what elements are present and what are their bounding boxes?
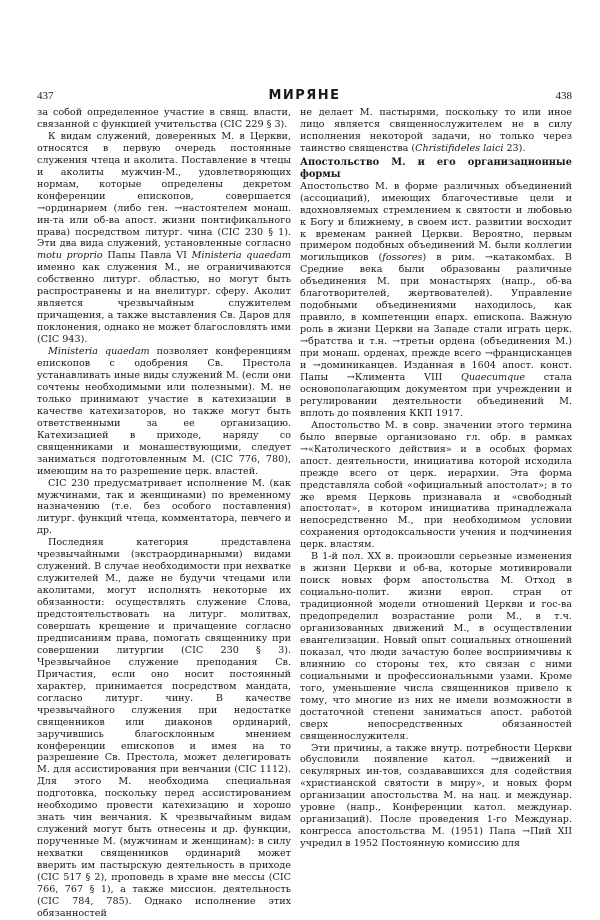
text-run: стала основополагающим документом при учреждении и регулировании деятельности объединений М. вплоть до появления ККП 1917. — [300, 371, 572, 419]
paragraph — [37, 346, 291, 477]
running-title: МИРЯНЕ — [268, 88, 341, 103]
page-number-right: 438 — [555, 90, 572, 102]
paragraph — [37, 131, 291, 346]
italic-text: motu proprio — [37, 250, 103, 262]
paragraph — [300, 420, 572, 551]
section-heading: Апостольство М. и его организационные формы — [300, 156, 572, 180]
paragraph — [300, 181, 572, 420]
italic-text: fossores — [382, 252, 423, 264]
paragraph — [300, 551, 572, 742]
text-run: К видам служений, доверенных М. в Церкви, относятся в первую очередь постоянные служения чтеца и аколита. Поставление в чтецы и аколиты мужчин-М., удовлетворяющих нормам, которые определены декретом конференции епископов, совершается →ординарием (либо ген. →настоятелем монаш. ин-та или об-ва апост. жизни понтификального права) посредством литург. чина (CIC 230 § 1). Эти два вида служений, установленные согласно — [37, 130, 291, 250]
paragraph — [37, 107, 291, 131]
paragraph — [37, 537, 291, 920]
text-run: Апостольство М. в форме различных объединений (ассоциаций), имеющих благочестивые цели и вдохновляемых стремлением к святости и любовью к Богу и ближнему, в своем ист. развитии восходит к временам ранней Церкви. Вероятно, первым примером подобных объединений М. были коллегии могильщиков ( — [300, 180, 572, 264]
paragraph — [300, 743, 572, 851]
page-header — [37, 88, 572, 104]
italic-text: Quaecumque — [461, 371, 526, 383]
text-run: ) в рим. →катакомбах. В Средние века были образованы различные объединения М. при монастырях (напр., об-ва благотворителей, жертвователей). Управление подобными объединениями находилось, как правило, в компетенции епарх. епископа. Важную роль в жизни Церкви на Западе стали играть церк. →братства и т.н. →третьи ордена (объединения М.) при монаш. орденах, прежде всего →францисканцев и →доминиканцев. Изданная в 1604 апост. конст. Папы →Климента VIII — [300, 252, 572, 383]
text-run: позволяет конференциям епископов с одобрения Св. Престола устанавливать иные виды служений М. (если они сочтены необходимыми или полезными). М. не только принимают участие в катехизации в качестве катехизаторов, но также могут быть ответственными за ее организацию. Катехизацией в приходе, наряду со священниками и монашествующими, следует заниматься подготовленным М. (CIC 776, 780), имеющим на то разрешение церк. властей. — [37, 346, 291, 477]
text-run: за собой определенное участие в свящ. власти, связанной с функцией учительства (CIC 229 § 3). — [37, 107, 291, 130]
text-run: Эти причины, а также внутр. потребности Церкви обусловили появление катол. →движений и секулярных ин-тов, создававшихся для содействия «христианской святости в миру», и новых форм организации апостольства М. на нац. и междунар. уровне (напр., Конференции катол. междунар. организаций). После проведения 1-го Междунар. конгресса апостольства М. (1951) Папа →Пий XII учредил в 1952 Постоянную комиссию для — [300, 742, 572, 850]
text-run: именно как служения М., не ограничиваются собственно литург. областью, но могут быть распространены и на внелитург. сферу. Аколит является чрезвычайным служителем причащения, а также выставления Св. Даров для поклонения, однако не может благословлять ими (CIC 943). — [37, 262, 291, 346]
text-run: Папы Павла VI — [102, 250, 192, 262]
left-column — [37, 107, 291, 920]
paragraph — [37, 478, 291, 538]
italic-text: Ministeria quaedam — [191, 250, 291, 262]
italic-text: Christifideles laici — [415, 142, 504, 154]
right-column — [300, 107, 572, 850]
text-run: не делает М. пастырями, поскольку то или иное лицо является священнослужителем не в силу исполнения некоторой задачи, но только через таинство священства ( — [300, 107, 572, 154]
text-run: Апостольство М. в совр. значении этого термина было впервые организовано гл. обр. в рамках →«Католического действия» и в особых формах апост. деятельности, инициатива которой исходила прежде всего от церк. иерархии. Эта форма представляла собой «официальный апостолат»; в то же время Церковь признавала и «свободный апостолат», в котором инициатива принадлежала непосредственно М., при необходимом условии сохранения ортодоксальности учения и подчинения церк. властям. — [300, 419, 572, 551]
text-run: 23). — [503, 142, 526, 154]
text-run: Последняя категория представлена чрезвычайными (экстраординарными) видами служений. В случае необходимости при нехватке служителей М., даже не будучи чтецами или аколитами, могут исполнять некоторые их обязанности: осуществлять служение Слова, предстоятельствовать на литург. молитвах, совершать крещение и причащение согласно предписаниям права, помогать священнику при совершении литургии (CIC 230 § 3). Чрезвычайное служение преподания Св. Причастия, если оно носит постоянный характер, принимается посредством мандата, согласно литург. чину. В качестве чрезвычайного служения при недостатке священников или диаконов ординарий, заручившись благосклонным мнением конференции епископов и имея на то разрешение Св. Престола, может делегировать М. для ассистирования при венчании (CIC 1112). Для этого М. необходима специальная подготовка, поскольку перед ассистированием необходимо провести катехизацию и хорошо знать чин венчания. К чрезвычайным видам служений могут быть отнесены и др. функции, порученные М. (мужчинам и женщинам): в силу нехватки священников ординарий может вверить им пастырскую деятельность в приходе (CIC 517 § 2), проповедь в храме вне мессы (CIC 766, 767 § 1), а также миссион. деятельность (CIC 784, 785). Однако исполнение этих обязанностей — [37, 537, 291, 919]
text-run: CIC 230 предусматривает исполнение М. (как мужчинами, так и женщинами) по временному назначению (т.е. без особого поставления) литург. функций чтеца, комментатора, певчего и др. — [37, 477, 291, 537]
italic-text: Ministeria quaedam — [48, 346, 150, 358]
paragraph — [300, 107, 572, 155]
page-number-left: 437 — [37, 90, 54, 102]
text-run: В 1-й пол. XX в. произошли серьезные изменения в жизни Церкви и об-ва, которые мотивировали поиск новых форм апостольства М. Отход в социально-полит. жизни европ. стран от традиционной модели отношений Церкви и гос-ва предопределил возрастание роли М., в т.ч. организованных движений М., в осуществлении евангелизации. Новый опыт социальных отношений показал, что люди зачастую более восприимчивы к влиянию со стороны тех, кто связан с ними социальными и профессиональными узами. Кроме того, уменьшение числа священников привело к тому, что многие из них не имели возможности в достаточной степени заниматься апост. работой сверх непосредственных обязанностей священнослужителя. — [300, 551, 572, 742]
